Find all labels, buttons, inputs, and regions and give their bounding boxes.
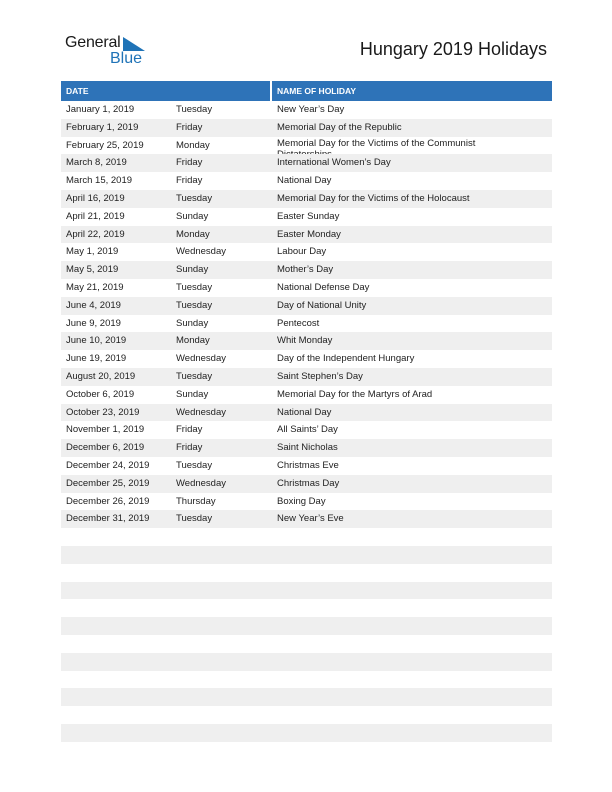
cell-date: February 25, 2019 [66, 139, 144, 151]
table-row [61, 350, 552, 368]
cell-date: November 1, 2019 [66, 424, 145, 436]
table-row [61, 154, 552, 172]
cell-holiday: Easter Sunday [277, 210, 340, 222]
header-date: DATE [66, 86, 89, 96]
table-row [61, 332, 552, 350]
table-row [61, 368, 552, 386]
cell-date: June 4, 2019 [66, 299, 121, 311]
cell-weekday: Tuesday [176, 192, 213, 204]
table-row [61, 564, 552, 582]
cell-holiday: Saint Stephen’s Day [277, 370, 363, 382]
cell-weekday: Thursday [176, 495, 216, 507]
cell-holiday: New Year’s Eve [277, 513, 344, 525]
cell-weekday: Wednesday [176, 477, 226, 489]
cell-date: December 24, 2019 [66, 459, 150, 471]
cell-date: October 6, 2019 [66, 388, 135, 400]
cell-date: May 1, 2019 [66, 246, 119, 258]
cell-date: March 8, 2019 [66, 157, 127, 169]
cell-date: March 15, 2019 [66, 175, 133, 187]
cell-holiday: Mother’s Day [277, 264, 334, 276]
cell-holiday: Day of the Independent Hungary [277, 353, 415, 365]
cell-holiday: Christmas Eve [277, 459, 339, 471]
cell-holiday: Christmas Day [277, 477, 340, 489]
cell-holiday: All Saints’ Day [277, 424, 338, 436]
cell-weekday: Sunday [176, 264, 209, 276]
cell-weekday: Monday [176, 139, 210, 151]
table-row [61, 101, 552, 119]
cell-date: February 1, 2019 [66, 121, 139, 133]
header-holiday-name: NAME OF HOLIDAY [277, 86, 357, 96]
cell-holiday: Saint Nicholas [277, 442, 338, 454]
cell-date: June 10, 2019 [66, 335, 127, 347]
cell-weekday: Tuesday [176, 370, 213, 382]
table-row [61, 190, 552, 208]
page-title: Hungary 2019 Holidays [359, 39, 547, 59]
cell-date: April 21, 2019 [66, 210, 125, 222]
cell-weekday: Wednesday [176, 406, 226, 418]
cell-date: May 5, 2019 [66, 264, 119, 276]
cell-weekday: Tuesday [176, 299, 213, 311]
table-row [61, 208, 552, 226]
table-header [61, 81, 552, 101]
cell-holiday: Labour Day [277, 246, 327, 258]
cell-date: December 26, 2019 [66, 495, 150, 507]
table-row [61, 493, 552, 511]
cell-date: April 16, 2019 [66, 192, 125, 204]
table-row [61, 706, 552, 724]
cell-weekday: Wednesday [176, 353, 226, 365]
cell-holiday: National Defense Day [277, 281, 370, 293]
cell-weekday: Monday [176, 335, 210, 347]
generalblue-logo [65, 34, 155, 68]
cell-date: May 21, 2019 [66, 281, 124, 293]
header-divider [270, 81, 272, 101]
cell-date: June 19, 2019 [66, 353, 127, 365]
cell-weekday: Tuesday [176, 459, 213, 471]
cell-date: April 22, 2019 [66, 228, 125, 240]
cell-date: October 23, 2019 [66, 406, 140, 418]
table-row [61, 261, 552, 279]
table-row [61, 279, 552, 297]
cell-holiday: National Day [277, 175, 332, 187]
table-row [61, 421, 552, 439]
table-body [61, 101, 552, 742]
cell-weekday: Friday [176, 175, 203, 187]
cell-date: December 6, 2019 [66, 442, 145, 454]
cell-holiday: Memorial Day for the Martyrs of Arad [277, 388, 433, 400]
cell-holiday: Memorial Day for the Victims of the Holocaust [277, 192, 470, 204]
cell-weekday: Tuesday [176, 513, 213, 525]
logo-word-general: General [65, 34, 121, 51]
cell-weekday: Sunday [176, 388, 209, 400]
table-row [61, 119, 552, 137]
cell-weekday: Friday [176, 121, 203, 133]
cell-weekday: Friday [176, 157, 203, 169]
table-row [61, 617, 552, 635]
cell-holiday: Day of National Unity [277, 299, 367, 311]
table-row [61, 297, 552, 315]
table-row [61, 510, 552, 528]
table-row [61, 439, 552, 457]
table-row [61, 546, 552, 564]
cell-weekday: Monday [176, 228, 210, 240]
cell-weekday: Tuesday [176, 104, 213, 115]
cell-weekday: Wednesday [176, 246, 226, 258]
cell-weekday: Friday [176, 442, 203, 454]
cell-date: August 20, 2019 [66, 370, 136, 382]
table-row [61, 671, 552, 689]
cell-date: January 1, 2019 [66, 104, 135, 115]
table-row [61, 688, 552, 706]
cell-weekday: Friday [176, 424, 203, 436]
cell-date: June 9, 2019 [66, 317, 121, 329]
table-row [61, 457, 552, 475]
cell-holiday: Memorial Day for the Victims of the Communist [277, 137, 476, 149]
logo-word-blue: Blue [110, 50, 143, 67]
cell-holiday: Easter Monday [277, 228, 341, 240]
table-row [61, 243, 552, 261]
cell-holiday: Memorial Day of the Republic [277, 121, 402, 133]
table-row [61, 475, 552, 493]
table-row [61, 724, 552, 742]
logo-triangle-icon [123, 37, 145, 51]
table-row [61, 172, 552, 190]
cell-holiday: Whit Monday [277, 335, 333, 347]
cell-weekday: Tuesday [176, 281, 213, 293]
table-row [61, 315, 552, 333]
table-row [61, 404, 552, 422]
cell-holiday: International Women’s Day [277, 157, 391, 169]
cell-holiday: Boxing Day [277, 495, 326, 507]
table-row [61, 137, 552, 155]
table-row [61, 226, 552, 244]
table-row [61, 582, 552, 600]
cell-weekday: Sunday [176, 210, 209, 222]
cell-date: December 31, 2019 [66, 513, 150, 525]
table-row [61, 653, 552, 671]
cell-holiday: New Year’s Day [277, 104, 345, 115]
table-row [61, 528, 552, 546]
cell-weekday: Sunday [176, 317, 209, 329]
table-row [61, 386, 552, 404]
holiday-table [61, 81, 552, 742]
cell-holiday: Pentecost [277, 317, 320, 329]
cell-holiday: National Day [277, 406, 332, 418]
cell-date: December 25, 2019 [66, 477, 150, 489]
table-row [61, 635, 552, 653]
table-row [61, 599, 552, 617]
